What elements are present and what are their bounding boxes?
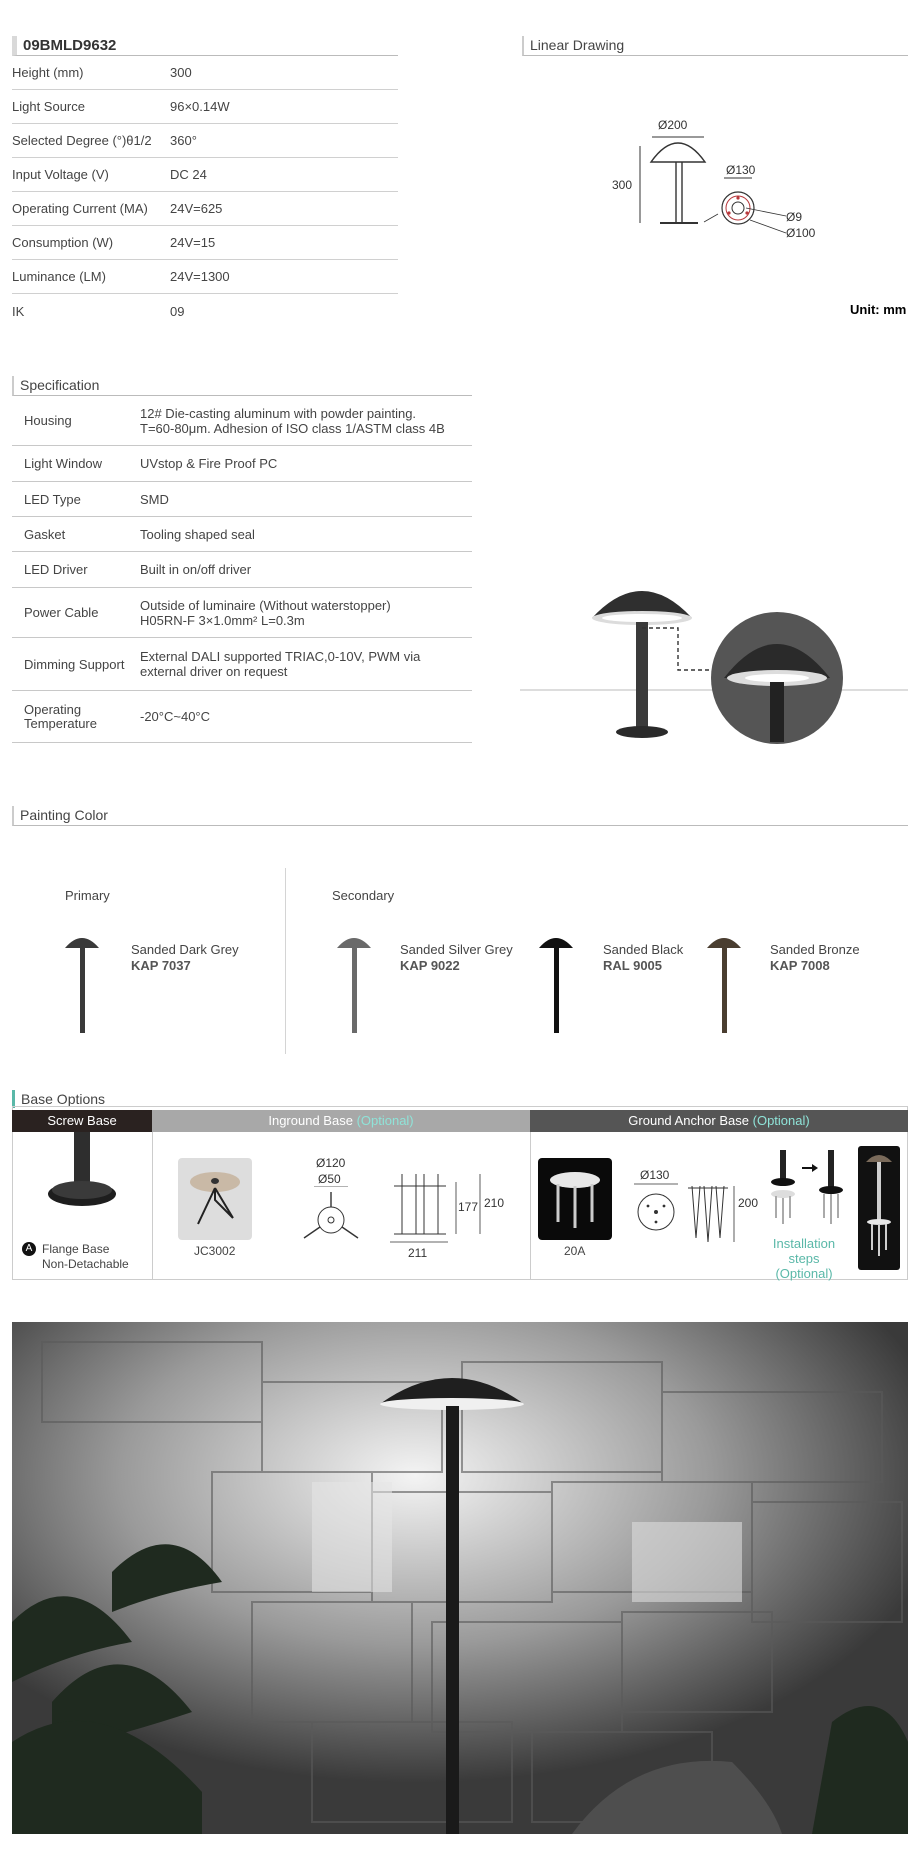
spec-led-driver [12,552,472,588]
spec-row-light-source [12,90,398,124]
installation-steps-caption: Installation steps (Optional) [772,1236,836,1281]
jc3002-photo [178,1158,252,1240]
dim-h177: 177 [458,1200,479,1214]
dim-w211: 211 [408,1246,428,1260]
spec-key: Light Window [24,456,103,471]
spec-gasket [12,517,472,552]
spec-key: Gasket [24,526,66,542]
flange-base-image [40,1132,124,1220]
spec-power-cable [12,588,472,638]
unit-label: Unit: mm [850,302,907,317]
swatch-black [536,932,576,1036]
spec-label: IK [12,303,25,319]
spec-row-current [12,192,398,226]
color-black: Sanded Black RAL 9005 [603,942,684,973]
spec-dimming [12,638,472,691]
base-divider-1 [152,1132,153,1280]
spec-value: 24V=1300 [170,269,230,284]
spec-value: 24V=15 [170,235,216,250]
flange-caption: Flange Base Non-Detachable [42,1242,129,1271]
spec-label: Height (mm) [12,65,84,80]
spec-row-height [12,56,398,90]
spec-label: Selected Degree (°)θ1/2 [12,133,152,148]
model-title: 09BMLD9632 [12,36,398,56]
spec-key: Operating Temperature [24,701,97,731]
spec-value: DC 24 [170,167,207,182]
spec-led-type [12,482,472,517]
inground-base-header: Inground Base (Optional) [152,1110,530,1132]
spec-value: Tooling shaped seal [140,526,255,542]
spec-row-luminance [12,260,398,294]
dim-d50: Ø50 [318,1172,341,1186]
swatch-bronze [704,932,744,1036]
dim-d130: Ø130 [726,163,756,177]
spec-key: Housing [24,413,72,428]
spec-value: Outside of luminaire (Without waterstopper) H05RN-F 3×1.0mm² L=0.3m [140,597,391,628]
anchor-20a-photo [538,1158,612,1240]
spec-key: Dimming Support [24,656,125,672]
base-options-title: Base Options [12,1090,908,1108]
lifestyle-photo [12,1322,908,1834]
dim-anchor-d130: Ø130 [640,1168,670,1182]
badge-a: A [22,1242,36,1256]
swatch-dark-grey [62,932,102,1036]
painting-color-title: Painting Color [12,806,908,826]
linear-drawing-title: Linear Drawing [522,36,908,56]
spec-label: Input Voltage (V) [12,167,109,182]
anchor-drawings [630,1182,740,1242]
spec-label: Light Source [12,99,85,114]
anchor-base-header: Ground Anchor Base (Optional) [530,1110,908,1132]
spec-value: -20°C~40°C [140,709,211,724]
spec-key: LED Driver [24,562,88,577]
dim-h210: 210 [484,1196,505,1210]
spec-value: 24V=625 [170,201,223,216]
spec-key: LED Type [24,491,81,507]
installed-anchor-photo [858,1146,900,1270]
spec-label: Luminance (LM) [12,269,106,284]
spec-value: UVstop & Fire Proof PC [140,456,278,471]
spec-housing [12,396,472,446]
spec-value: Built in on/off driver [140,562,252,577]
lamp-product-image [520,570,910,750]
dim-d9: Ø9 [786,210,803,224]
spec-row-consumption [12,226,398,260]
dim-h300: 300 [612,178,633,192]
spec-label: Operating Current (MA) [12,201,148,216]
spec-value: 300 [170,65,192,80]
inground-top-drawing [296,1186,366,1250]
screw-base-header: Screw Base [12,1110,152,1132]
spec-light-window [12,446,472,482]
color-bronze: Sanded Bronze KAP 7008 [770,942,860,973]
spec-row-ik [12,294,398,328]
specification-title: Specification [12,376,472,396]
spec-value: 12# Die-casting aluminum with powder painting. T=60-80μm. Adhesion of ISO class 1/ASTM class 4B [140,405,445,436]
anchor-code: 20A [564,1244,586,1258]
dim-d100: Ø100 [786,226,816,240]
spec-row-degree [12,124,398,158]
dim-d200: Ø200 [658,118,688,132]
primary-label: Primary [65,888,110,903]
swatch-silver-grey [334,932,374,1036]
spec-value: External DALI supported TRIAC,0-10V, PWM via external driver on request [140,649,421,679]
installation-steps-drawing [768,1146,848,1234]
spec-value: 09 [170,303,185,319]
spec-operating-temp [12,691,472,743]
spec-value: SMD [140,491,169,507]
dim-d120: Ø120 [316,1156,346,1170]
spec-value: 96×0.14W [170,99,230,114]
spec-key: Power Cable [24,605,99,620]
color-silver-grey: Sanded Silver Grey KAP 9022 [400,942,513,973]
base-divider-2 [530,1132,531,1280]
jc3002-code: JC3002 [194,1244,236,1258]
spec-row-voltage [12,158,398,192]
spec-label: Consumption (W) [12,235,114,250]
spec-value: 360° [170,133,197,148]
painting-divider [285,868,286,1054]
color-dark-grey: Sanded Dark Grey KAP 7037 [131,942,239,973]
dim-anchor-h200: 200 [738,1196,759,1210]
secondary-label: Secondary [332,888,395,903]
